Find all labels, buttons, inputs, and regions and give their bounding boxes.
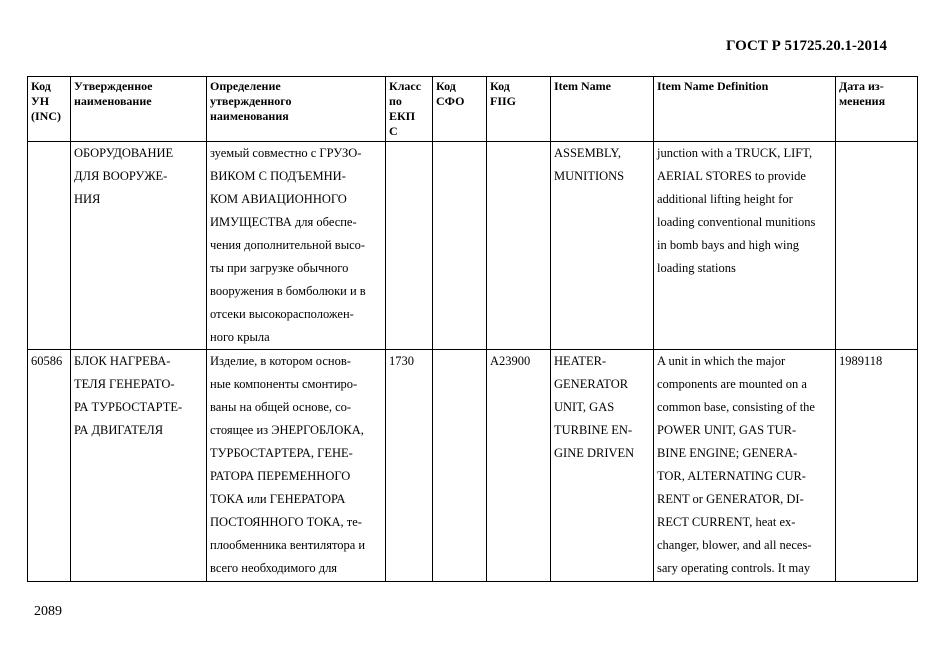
- cell-text-line: ТОКА или ГЕНЕРАТОРА: [210, 492, 346, 506]
- header-text-line: Класс: [389, 79, 422, 93]
- cell-text-line: 1730: [389, 354, 414, 368]
- header-row: [28, 77, 918, 142]
- cell-text-line: additional lifting height for: [657, 192, 793, 206]
- header-text-line: УН: [31, 94, 50, 108]
- cell-text-line: TURBINE EN-: [554, 423, 633, 437]
- fiig-cell: [487, 350, 551, 582]
- cell-text-line: BINE ENGINE; GENERA-: [657, 446, 798, 460]
- class-cell: [386, 350, 433, 582]
- cell-text-line: changer, blower, and all neces-: [657, 538, 812, 552]
- cell-text-line: sary operating controls. It may: [657, 561, 811, 575]
- page-number: 2089: [34, 604, 62, 619]
- table-body: [28, 142, 918, 582]
- fiig-cell: [487, 142, 551, 350]
- cell-text-line: ваны на общей основе, со-: [210, 400, 352, 414]
- cell-text-line: A23900: [490, 354, 531, 368]
- cell-text-line: TOR, ALTERNATING CUR-: [657, 469, 806, 483]
- cell-text-line: БЛОК НАГРЕВА-: [74, 354, 171, 368]
- cell-text-line: loading conventional munitions: [657, 215, 816, 229]
- table-row: [28, 142, 918, 350]
- header-text-line: (INC): [31, 109, 61, 123]
- table-header: [28, 77, 918, 142]
- header-text-line: Код: [31, 79, 51, 93]
- definition-cell: [207, 142, 386, 350]
- header-text-line: С: [389, 124, 398, 138]
- cell-text-line: ТУРБОСТАРТЕРА, ГЕНЕ-: [210, 446, 353, 460]
- definition-column-header: [207, 77, 386, 142]
- classification-table: [27, 76, 918, 582]
- cell-text-line: junction with a TRUCK, LIFT,: [657, 146, 813, 160]
- header-text-line: наименования: [210, 109, 289, 123]
- header-text-line: наименование: [74, 94, 152, 108]
- cell-text-line: ные компоненты смонтиро-: [210, 377, 358, 391]
- cell-text-line: чения дополнительной высо-: [210, 238, 366, 252]
- cell-text-line: in bomb bays and high wing: [657, 238, 800, 252]
- cell-text-line: ты при загрузке обычного: [210, 261, 349, 275]
- cell-text-line: Изделие, в котором основ-: [210, 354, 351, 368]
- approved-name-cell: [71, 142, 207, 350]
- sfo-cell: [433, 142, 487, 350]
- date-cell: [836, 350, 918, 582]
- name-column-header: [71, 77, 207, 142]
- item-definition-cell: [654, 142, 836, 350]
- cell-text-line: loading stations: [657, 261, 736, 275]
- cell-text-line: MUNITIONS: [554, 169, 625, 183]
- header-text-line: Утвержденное: [74, 79, 153, 93]
- cell-text-line: GENERATOR: [554, 377, 629, 391]
- cell-text-line: вооружения в бомболюки и в: [210, 284, 366, 298]
- cell-text-line: РА ТУРБОСТАРТЕ-: [74, 400, 183, 414]
- cell-text-line: ASSEMBLY,: [554, 146, 621, 160]
- cell-text-line: зуемый совместно с ГРУЗО-: [210, 146, 362, 160]
- cell-text-line: components are mounted on a: [657, 377, 807, 391]
- cell-text-line: AERIAL STORES to provide: [657, 169, 806, 183]
- cell-text-line: common base, consisting of the: [657, 400, 815, 414]
- item-name-column-header: [551, 77, 654, 142]
- header-text-line: Код: [436, 79, 456, 93]
- cell-text-line: ДЛЯ ВООРУЖЕ-: [74, 169, 168, 183]
- item-definition-column-header: [654, 77, 836, 142]
- header-text-line: Item Name Definition: [657, 79, 769, 93]
- date-cell: [836, 142, 918, 350]
- inc-cell: [28, 142, 71, 350]
- cell-text-line: RECT CURRENT, heat ex-: [657, 515, 796, 529]
- cell-text-line: отсеки высокорасположен-: [210, 307, 354, 321]
- item-definition-cell: [654, 350, 836, 582]
- cell-text-line: 60586: [31, 354, 63, 368]
- cell-text-line: РАТОРА ПЕРЕМЕННОГО: [210, 469, 351, 483]
- item-name-cell: [551, 350, 654, 582]
- cell-text-line: РА ДВИГАТЕЛЯ: [74, 423, 164, 437]
- cell-text-line: UNIT, GAS: [554, 400, 615, 414]
- cell-text-line: плообменника вентилятора и: [210, 538, 366, 552]
- table-row: [28, 350, 918, 582]
- cell-text-line: стоящее из ЭНЕРГОБЛОКА,: [210, 423, 364, 437]
- cell-text-line: HEATER-: [554, 354, 607, 368]
- date-column-header: [836, 77, 918, 142]
- cell-text-line: A unit in which the major: [657, 354, 786, 368]
- cell-text-line: ОБОРУДОВАНИЕ: [74, 146, 174, 160]
- header-text-line: FIIG: [490, 94, 517, 108]
- header-text-line: СФО: [436, 94, 465, 108]
- cell-text-line: НИЯ: [74, 192, 101, 206]
- cell-text-line: ПОСТОЯННОГО ТОКА, те-: [210, 515, 362, 529]
- cell-text-line: ТЕЛЯ ГЕНЕРАТО-: [74, 377, 175, 391]
- cell-text-line: GINE DRIVEN: [554, 446, 635, 460]
- header-text-line: Определение: [210, 79, 281, 93]
- inc-cell: [28, 350, 71, 582]
- cell-text-line: ВИКОМ С ПОДЪЕМНИ-: [210, 169, 346, 183]
- inc-column-header: [28, 77, 71, 142]
- cell-text-line: ного крыла: [210, 330, 270, 344]
- sfo-column-header: [433, 77, 487, 142]
- item-name-cell: [551, 142, 654, 350]
- fiig-column-header: [487, 77, 551, 142]
- cell-text-line: КОМ АВИАЦИОННОГО: [210, 192, 347, 206]
- class-column-header: [386, 77, 433, 142]
- document-code: ГОСТ Р 51725.20.1-2014: [725, 38, 887, 54]
- definition-cell: [207, 350, 386, 582]
- header-text-line: по: [389, 94, 402, 108]
- approved-name-cell: [71, 350, 207, 582]
- cell-text-line: RENT or GENERATOR, DI-: [657, 492, 804, 506]
- cell-text-line: 1989118: [839, 354, 883, 368]
- header-text-line: Дата из-: [839, 79, 884, 93]
- sfo-cell: [433, 350, 487, 582]
- header-text-line: менения: [839, 94, 886, 108]
- header-text-line: Код: [490, 79, 510, 93]
- header-text-line: ЕКП: [389, 109, 416, 123]
- cell-text-line: всего необходимого для: [210, 561, 338, 575]
- header-text-line: Item Name: [554, 79, 611, 93]
- cell-text-line: ИМУЩЕСТВА для обеспе-: [210, 215, 357, 229]
- header-text-line: утвержденного: [210, 94, 292, 108]
- class-cell: [386, 142, 433, 350]
- cell-text-line: POWER UNIT, GAS TUR-: [657, 423, 797, 437]
